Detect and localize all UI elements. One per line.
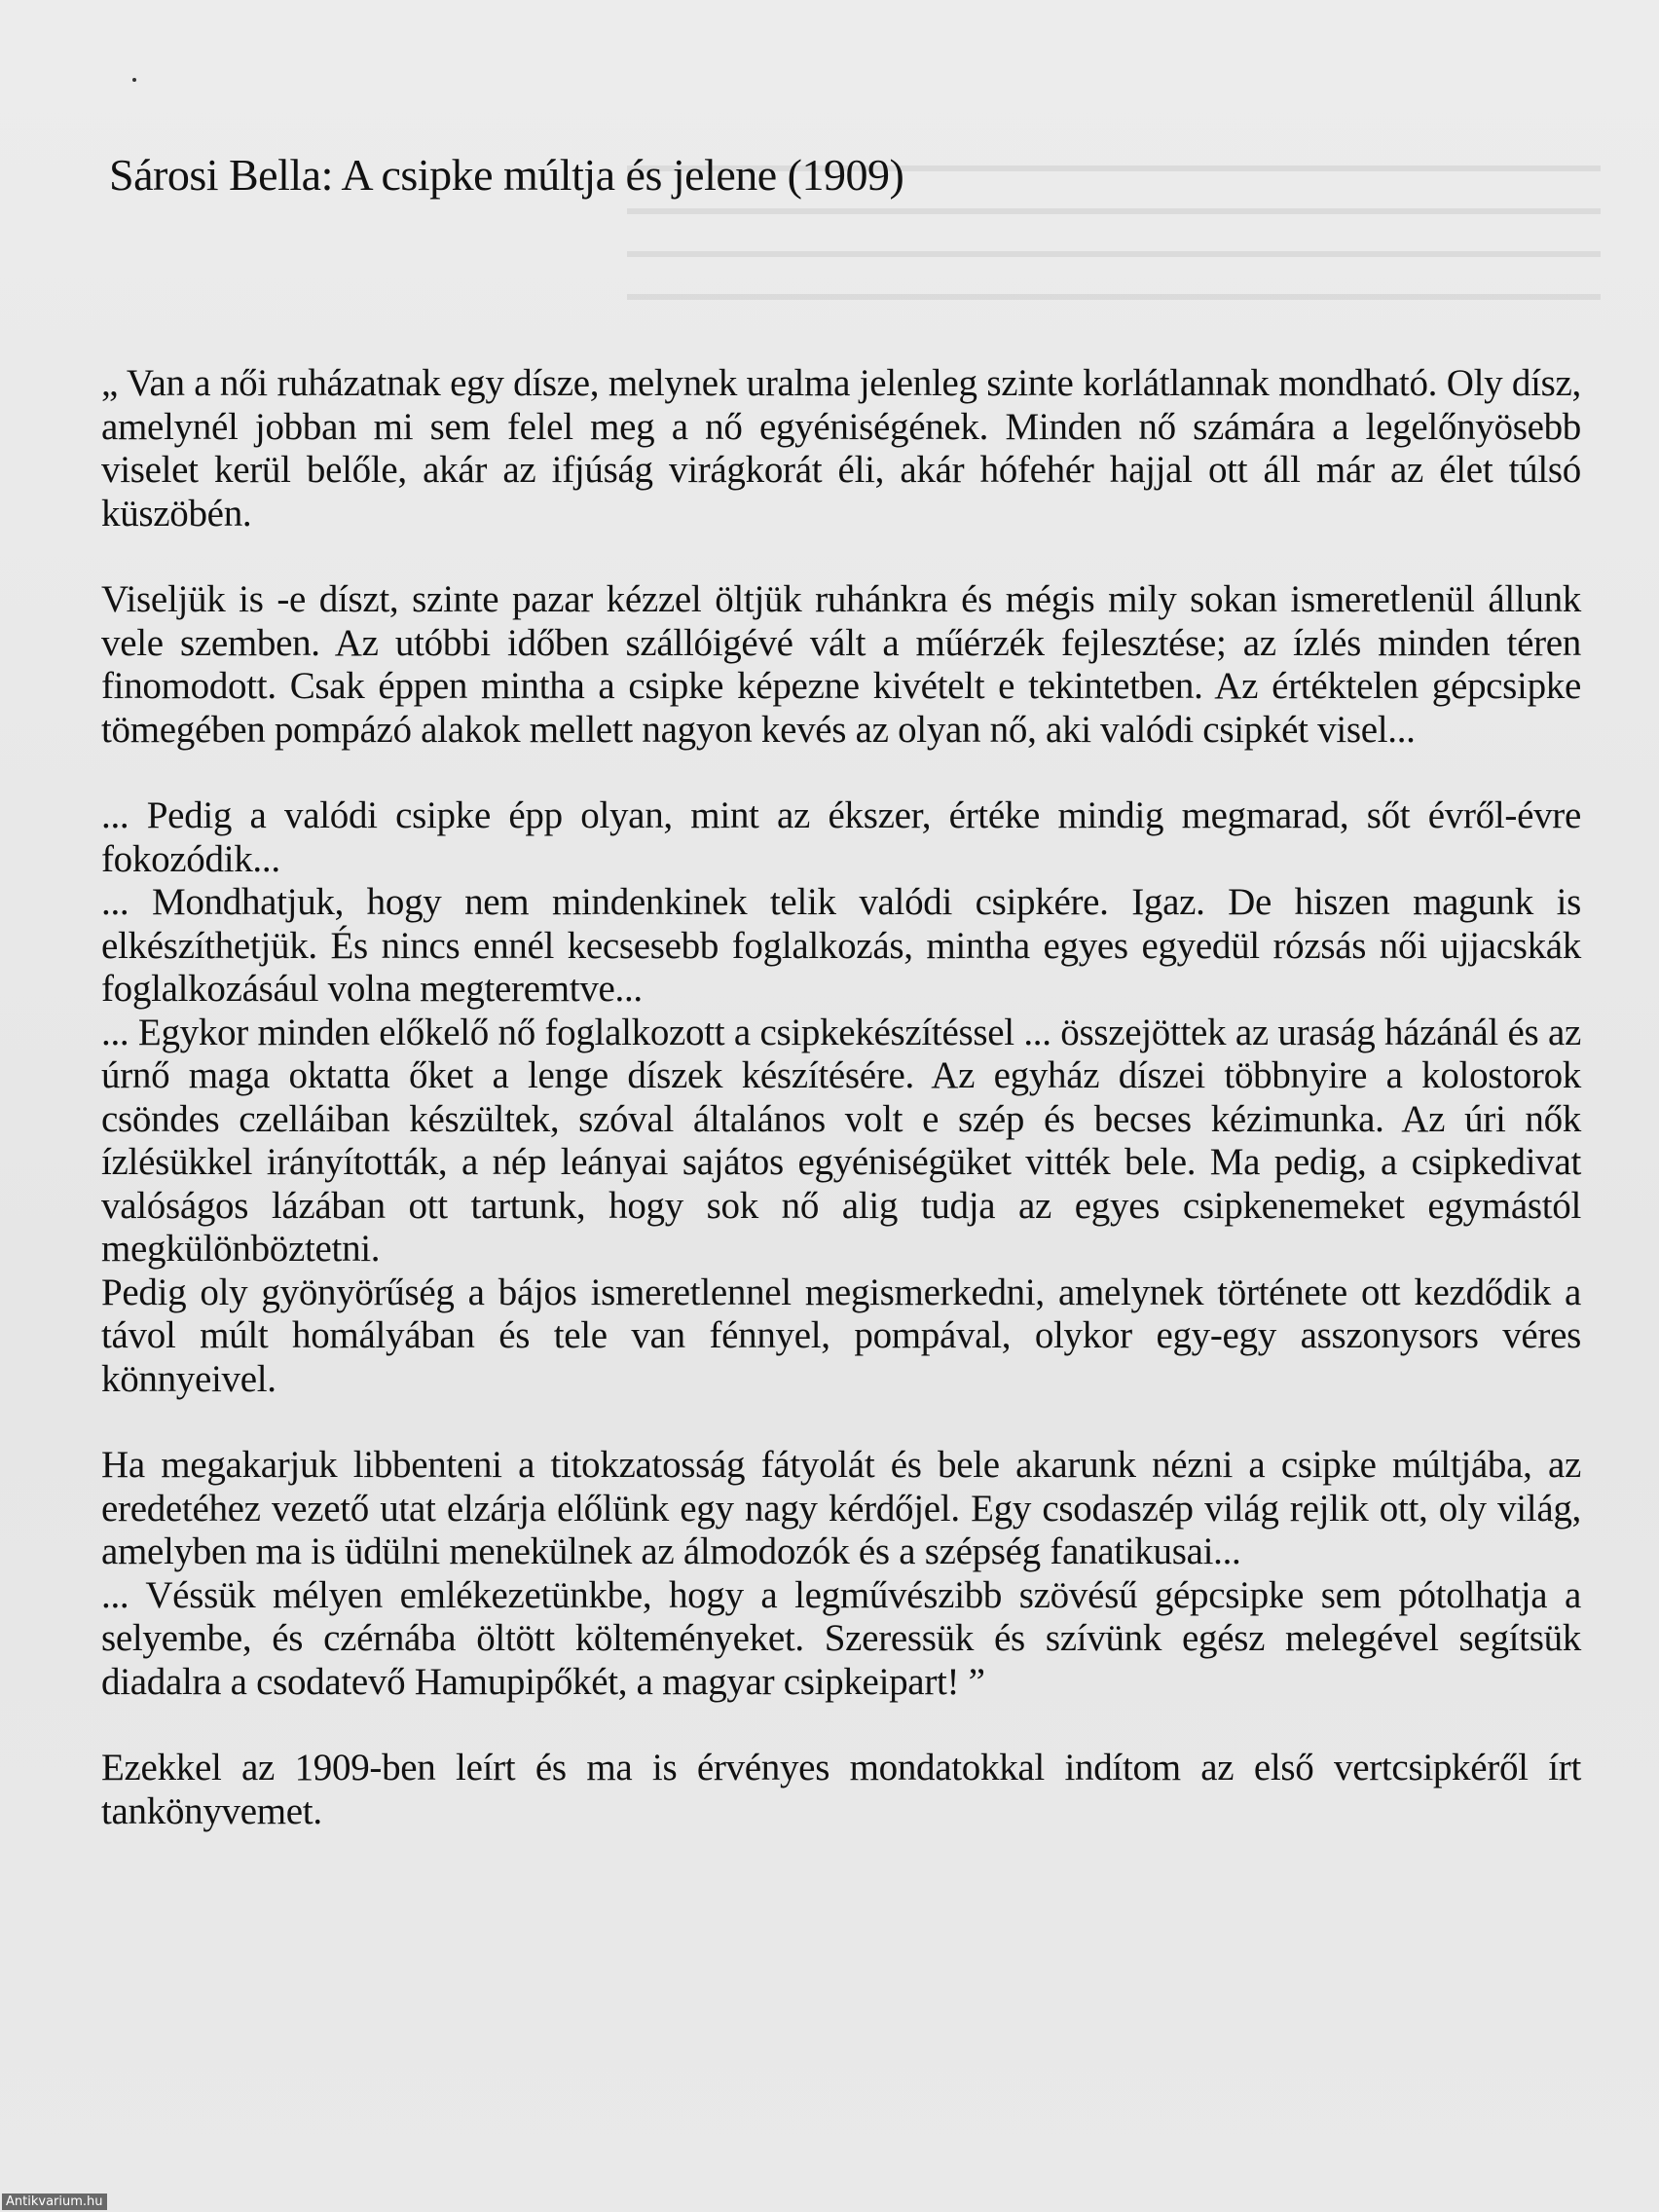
- paragraph-8: ... Véssük mélyen emlékezetünkbe, hogy a legművészibb szövésű gépcsipke sem pótolhatja a selyembe, és czérnába öltött költeményeket. Szeressük és szívünk egész melegével segítsük diadalra a csodatevő Hamupipőkét, a magyar csipkeipart! ”: [101, 1573, 1581, 1703]
- paragraph-3: ... Pedig a valódi csipke épp olyan, mint az ékszer, értéke mindig megmarad, sőt évről-évre fokozódik...: [101, 794, 1581, 880]
- page-title: Sárosi Bella: A csipke múltja és jelene (1909): [109, 150, 904, 200]
- paragraph-2: Viseljük is -e díszt, szinte pazar kézzel öltjük ruhánkra és mégis mily sokan ismeretlenül állunk vele szemben. Az utóbbi időben szállóigévé vált a műérzék fejlesztése; az ízlés minden téren finomodott. Csak éppen mintha a csipke képezne kivételt e tekintetben. Az értéktelen gépcsipke tömegében pompázó alakok mellett nagyon kevés az olyan nő, aki valódi csipkét visel...: [101, 578, 1581, 751]
- paragraph-7: Ha megakarjuk libbenteni a titokzatosság fátyolát és bele akarunk nézni a csipke múltjába, az eredetéhez vezető utat elzárja előlünk egy nagy kérdőjel. Egy csodaszép világ rejlik ott, oly világ, amelyben ma is üdülni menekülnek az álmodozók és a szépség fanatikusai...: [101, 1444, 1581, 1572]
- watermark-label: Antikvarium.hu: [2, 2194, 107, 2210]
- paragraph-1: „ Van a női ruházatnak egy dísze, melynek uralma jelenleg szinte korlátlannak mondható. Oly dísz, amelynél jobban mi sem felel meg a nő egyéniségének. Minden nő számára a legelőnyösebb viselet kerül belőle, akár az ifjúság virágkorát éli, akár hófehér hajjal ott áll már az élet túlsó küszöbén.: [101, 362, 1581, 535]
- speck-mark: [132, 78, 136, 82]
- paragraph-9: Ezekkel az 1909-ben leírt és ma is érvényes mondatokkal indítom az első vertcsipkéről írt tankönyvemet.: [101, 1747, 1581, 1832]
- paragraph-6: Pedig oly gyönyörűség a bájos ismeretlennel megismerkedni, amelynek története ott kezdődik a távol múlt homályában és tele van fénnyel, pompával, olykor egy-egy asszonysors véres könnyeivel.: [101, 1271, 1581, 1400]
- paragraph-5: ... Egykor minden előkelő nő foglalkozott a csipkekészítéssel ... összejöttek az uraság házánál és az úrnő maga oktatta őket a lenge díszek készítésére. Az egyház díszei többnyire a kolostorok csöndes czelláiban készültek, szóval általános volt e szép és becses kézimunka. Az úri nők ízlésükkel irányították, a nép leányai sajátos egyéniségüket vitték bele. Ma pedig, a csipkedivat valóságos lázában ott tartunk, hogy sok nő alig tudja az egyes csipkenemeket egymástól megkülönböztetni.: [101, 1011, 1581, 1270]
- paragraph-4: ... Mondhatjuk, hogy nem mindenkinek telik valódi csipkére. Igaz. De hiszen magunk is elkészíthetjük. És nincs ennél kecsesebb foglalkozás, mintha egyes egyedül rózsás női ujjacskák foglalkozásául volna megteremtve...: [101, 881, 1581, 1010]
- body-text: [101, 362, 1581, 1833]
